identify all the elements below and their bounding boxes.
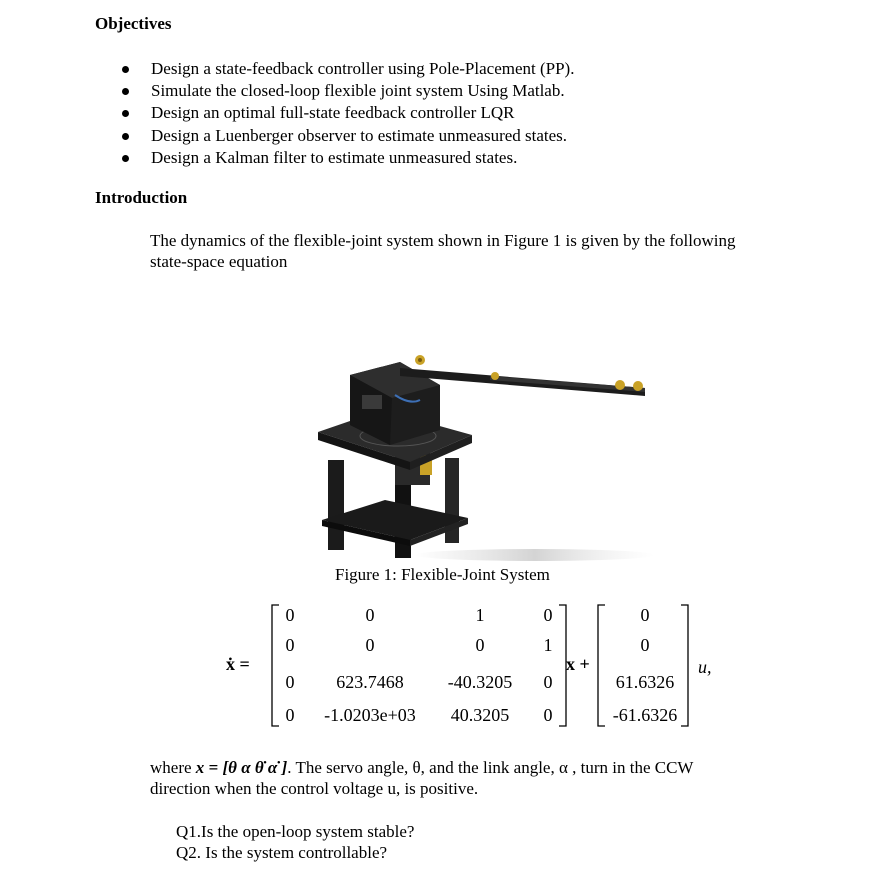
objective-item: Simulate the closed-loop flexible joint system Using Matlab.	[100, 80, 800, 102]
state-vector-definition: x = [θ α θ̇ α̇ ]	[195, 758, 288, 777]
vector-b-cell: 0	[640, 605, 650, 625]
intro-paragraph	[150, 230, 830, 272]
intro-line-1: The dynamics of the flexible-joint system shown in Figure 1 is given by the following	[150, 231, 736, 250]
objective-item: Design a Luenberger observer to estimate unmeasured states.	[100, 125, 800, 147]
matrix-a-cell: 0	[285, 672, 295, 692]
matrix-a-cell: 0	[365, 635, 375, 655]
matrix-a-cell: 40.3205	[450, 705, 510, 725]
matrix-a-cell: 0	[475, 635, 485, 655]
flexible-joint-figure	[300, 340, 660, 565]
vector-b-cell: 61.6326	[615, 672, 675, 692]
objective-item: Design a state-feedback controller using Pole-Placement (PP).	[100, 58, 800, 80]
matrix-a-brackets	[270, 603, 570, 728]
matrix-a-cell: 0	[543, 672, 553, 692]
where-prefix: where	[150, 758, 196, 777]
intro-line-2: state-space equation	[150, 252, 288, 271]
matrix-a-cell: 0	[285, 705, 295, 725]
objectives-heading: Objectives	[95, 14, 172, 33]
matrix-a-cell: 1	[475, 605, 485, 625]
figure-caption: Figure 1: Flexible-Joint System	[335, 565, 550, 584]
matrix-a-cell: 0	[543, 605, 553, 625]
matrix-a-cell: 0	[543, 705, 553, 725]
objective-item: Design a Kalman filter to estimate unmeasured states.	[100, 147, 800, 169]
where-paragraph	[150, 757, 850, 799]
vector-b-cell: -61.6326	[612, 705, 678, 725]
where-suffix: . The servo angle, θ, and the link angle, α , turn in the CCW	[287, 758, 694, 777]
matrix-a-cell: 0	[365, 605, 375, 625]
where-line-1	[150, 757, 850, 778]
matrix-a-cell: 0	[285, 635, 295, 655]
question-1: Q1.Is the open-loop system stable?	[176, 822, 415, 841]
times-x-plus: x +	[566, 654, 590, 674]
matrix-a-cell: 623.7468	[336, 672, 404, 692]
vector-b-cell: 0	[640, 635, 650, 655]
matrix-a-cell: 0	[285, 605, 295, 625]
matrix-a-cell: -40.3205	[447, 672, 513, 692]
objectives-list	[100, 58, 800, 169]
equation-lhs: ẋ =	[226, 654, 250, 674]
matrix-a-cell: -1.0203e+03	[324, 705, 416, 725]
where-line-2: direction when the control voltage u, is positive.	[150, 779, 479, 798]
input-term: u,	[698, 657, 712, 677]
vector-b-brackets	[596, 603, 696, 728]
introduction-heading: Introduction	[95, 188, 188, 207]
matrix-a-cell: 1	[543, 635, 553, 655]
question-2: Q2. Is the system controllable?	[176, 843, 388, 862]
objective-item: Design an optimal full-state feedback controller LQR	[100, 102, 800, 124]
